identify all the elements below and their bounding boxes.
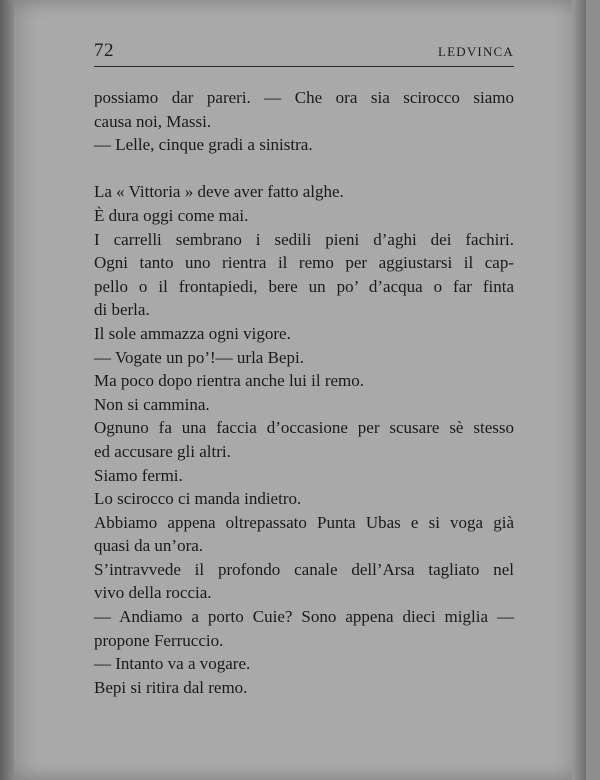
text-line: Ogni tanto uno rientra il remo per aggiustarsi il cap- <box>94 253 514 273</box>
book-spine <box>0 0 14 780</box>
text-line: pello o il frontapiedi, bere un po’ d’acqua o far finta <box>94 276 514 296</box>
text-line: Siamo fermi. <box>94 465 183 485</box>
paragraph-gap <box>94 157 514 181</box>
text-line: Bepi si ritira dal remo. <box>94 677 248 697</box>
text-line: S’intravvede il profondo canale dell’Arsa tagliato nel <box>94 559 514 579</box>
text-line: Lo scirocco ci manda indietro. <box>94 489 302 509</box>
text-line: propone Ferruccio. <box>94 630 224 650</box>
text-line: Il sole ammazza ogni vigore. <box>94 323 291 343</box>
page-header <box>94 40 514 67</box>
page-body-text <box>94 86 514 699</box>
text-line: I carrelli sembrano i sedili pieni d’aghi dei fachiri. <box>94 229 514 249</box>
text-line: — Lelle, cinque gradi a sinistra. <box>94 135 313 155</box>
text-line: vivo della roccia. <box>94 583 212 603</box>
text-line: Ognuno fa una faccia d’occasione per scusare sè stesso <box>94 418 514 438</box>
running-title: LEDVINCA <box>437 44 514 59</box>
text-line: — Andiamo a porto Cuie? Sono appena dieci miglia — <box>94 607 514 627</box>
page-edge <box>572 0 586 780</box>
text-line: quasi da un’ora. <box>94 536 204 556</box>
text-line: Abbiamo appena oltrepassato Punta Ubas e si voga già <box>94 512 514 532</box>
text-line: È dura oggi come mai. <box>94 205 249 225</box>
text-line: — Vogate un po’!— urla Bepi. <box>94 347 304 367</box>
text-line: di berla. <box>94 300 150 320</box>
text-line: causa noi, Massi. <box>94 111 212 131</box>
text-line: ed accusare gli altri. <box>94 441 231 461</box>
text-line: Ma poco dopo rientra anche lui il remo. <box>94 371 365 391</box>
text-line: possiamo dar pareri. — Che ora sia scirocco siamo <box>94 88 514 107</box>
text-line: Non si cammina. <box>94 394 210 414</box>
text-line: La « Vittoria » deve aver fatto alghe. <box>94 182 344 202</box>
page-number: 72 <box>94 40 114 61</box>
text-line: — Intanto va a vogare. <box>94 654 251 674</box>
